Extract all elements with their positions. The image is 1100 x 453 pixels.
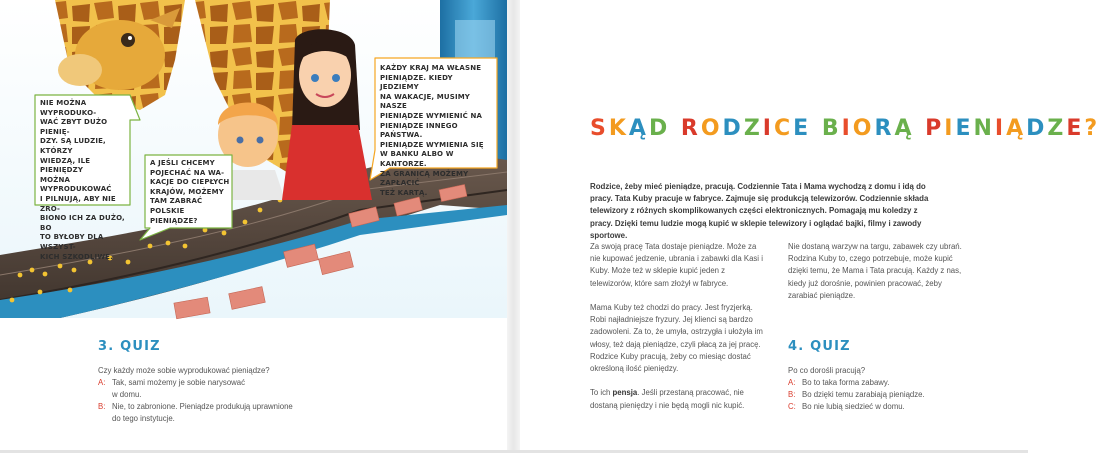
heading-letter: E [955, 116, 974, 141]
paragraph: Mama Kuby też chodzi do pracy. Jest fryzjerką. Robi najładniejsze fryzury. Jej klienci są bardzo zadowoleni. Za to, że umyła, ostrzygła i ułożyła im włosy, też dają pieniądze, czyli płacą za jej pracę. Rodzice Kuby pracują, żeby co miesiąc dostać określoną ilość pieniędzy. [590, 303, 763, 374]
answer-text: Nie, to zabronione. Pieniądze produkują uprawnione do tego instytucje. [112, 402, 293, 423]
heading-letter: Ą [894, 116, 915, 141]
heading-letter: O [700, 116, 723, 141]
illustration-factory [0, 0, 507, 318]
left-page [0, 0, 507, 453]
heading-letter: C [773, 116, 794, 141]
heading-letter: B [821, 116, 842, 141]
heading-letter [914, 116, 925, 141]
paragraph [590, 387, 766, 411]
answer-text: Tak, sami możemy je sobie narysować w domu. [112, 378, 246, 399]
answer-text: Bo to taka forma zabawy. [802, 378, 890, 387]
quiz-4-question: Po co dorośli pracują? [788, 366, 866, 375]
lead-paragraph: Rodzice, żeby mieć pieniądze, pracują. Codziennie Tata i Mama wychodzą z domu i idą do pracy. Tata Kuby pracuje w fabryce. Zajmuje się produkcją telewizorów. Codziennie składa telewizory z różnych skomplikowanych części elektronicznych. Pomagają mu koledzy z pracy. Dzięki temu ludzie mogą kupić w sklepie telewizory i oglądać bajki, filmy i zawody sportowe. [590, 182, 929, 240]
heading-letter: Z [1047, 116, 1067, 141]
heading-letter: N [973, 116, 995, 141]
quiz-3-answer-b[interactable] [98, 401, 358, 425]
heading-letter [670, 116, 681, 141]
text: To ich [590, 388, 613, 398]
heading-letter: Z [743, 116, 763, 141]
speech-bubble-middle: A JEŚLI CHCEMY POJECHAĆ NA WA- KACJE DO CIEPŁYCH KRAJÓW, MOŻEMY TAM ZABRAĆ POLSKIE PIENIĄDZE? [150, 159, 230, 225]
text-column-2 [788, 241, 964, 314]
quiz-3 [98, 365, 358, 425]
paragraph: Za swoją pracę Tata dostaje pieniądze. Może za nie kupować jedzenie, ubrania i zabawki dla Kasi i Kuby. Może też w sklepie kupić jeden z telewizorów, które sam złożył w fabryce. [590, 242, 763, 288]
heading-letter: E [793, 116, 812, 141]
heading-letter: O [852, 116, 875, 141]
answer-text: Bo dzięki temu zarabiają pieniądze. [802, 390, 925, 399]
heading-letter: P [925, 116, 945, 141]
text-column-1 [590, 241, 766, 424]
page-heading [590, 116, 1100, 141]
heading-letter: R [874, 116, 895, 141]
heading-letter: ? [1084, 116, 1100, 141]
speech-bubble-right: KAŻDY KRAJ MA WŁASNE PIENIĄDZE. KIEDY JEDZIEMY NA WAKACJE, MUSIMY NASZE PIENIĄDZE WYMIENIĆ NA PIENIĄDZE INNEGO PAŃSTWA. PIENIĄDZE WYMIENIA SIĘ W BANKU ALBO W KANTORZE. ZA GRANICĄ MOŻEMY ZAPŁACIĆ TEŻ KARTĄ. [380, 64, 484, 197]
heading-letter: I [944, 116, 956, 141]
heading-letter [811, 116, 822, 141]
answer-letter: B: [788, 390, 796, 399]
heading-letter: I [994, 116, 1007, 141]
heading-letter: Ą [628, 116, 649, 141]
term-pensja: pensja [612, 388, 638, 398]
heading-letter: I [762, 116, 774, 141]
quiz-4 [788, 365, 978, 413]
quiz-4-answer-b[interactable] [788, 389, 978, 401]
answer-letter: A: [98, 378, 106, 387]
heading-letter: R [680, 116, 701, 141]
heading-letter: S [590, 116, 609, 141]
quiz-4-answer-a[interactable] [788, 377, 978, 389]
heading-letter: D [722, 116, 744, 141]
answer-letter: C: [788, 402, 796, 411]
answer-text: Bo nie lubią siedzieć w domu. [802, 402, 905, 411]
heading-letter: K [608, 116, 629, 141]
quiz-3-question: Czy każdy może sobie wyprodukować pieniądze? [98, 366, 270, 375]
heading-letter: I [841, 116, 853, 141]
paragraph: Nie dostaną warzyw na targu, zabawek czy ubrań. Rodzina Kuby to, czego potrzebuje, może kupić dzięki temu, że Mama i Tata pracują. Każdy z nas, kiedy już dorośnie, powinien pracować, żeby zarabiać pieniądze. [788, 242, 962, 300]
quiz-4-answer-c[interactable] [788, 401, 978, 413]
heading-letter: Ą [1006, 116, 1027, 141]
answer-letter: A: [788, 378, 796, 387]
answer-letter: B: [98, 402, 106, 411]
text: . Jeśli przestaną pracować, nie dostaną pieniędzy i nie będą mogli nic kupić. [590, 388, 745, 410]
book-gutter [507, 0, 520, 453]
speech-bubble-left: NIE MOŻNA WYPRODUKO- WAĆ ZBYT DUŻO PIENIĘ- DZY. SĄ LUDZIE, KTÓRZY WIEDZĄ, ILE PIENIĘDZY MOŻNA WYPRODUKOWAĆ I PILNUJĄ, ABY NIE ZRO- BIONO ICH ZA DUŻO, BO TO BYŁOBY DLA WSZYST- KICH SZKODLIWE. [40, 99, 125, 261]
heading-letter: E [1066, 116, 1085, 141]
quiz-3-title: 3. QUIZ [98, 339, 161, 354]
heading-letter: D [648, 116, 671, 141]
heading-letter: D [1026, 116, 1048, 141]
quiz-4-title: 4. QUIZ [788, 339, 851, 354]
quiz-3-answer-a[interactable] [98, 377, 358, 401]
